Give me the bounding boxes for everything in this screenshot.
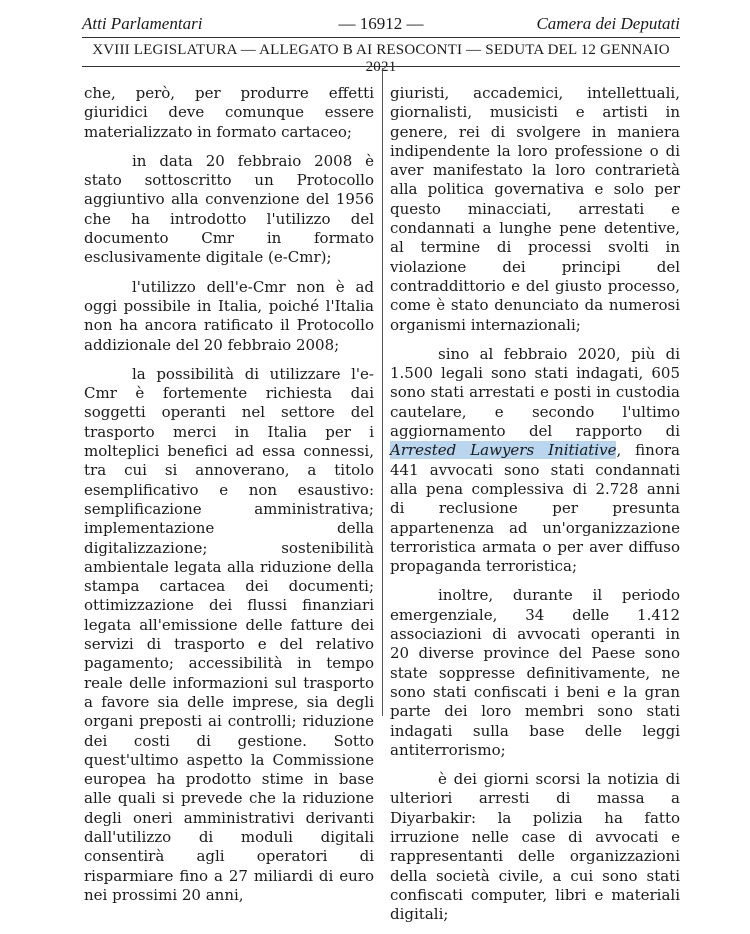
- right-column: [390, 84, 680, 934]
- paragraph: inoltre, durante il periodo emergenziale, 34 delle 1.412 associazioni di avvocati operanti in 20 diverse province del Paese sono state soppresse definitivamente, ne sono stati confiscati i beni e la gran parte dei loro membri sono stati indagati sulla base delle leggi antiterrorismo;: [390, 586, 680, 759]
- subheader-rule: [82, 66, 680, 67]
- header-left: Atti Parlamentari: [82, 14, 203, 33]
- text-run: sino al febbraio 2020, più di 1.500 legali sono stati indagati, 605 sono stati arrestati e posti in custodia cautelare, e secondo l'ultimo aggiornamento del rapporto di: [390, 344, 680, 441]
- paragraph: la possibilità di utilizzare l'e-Cmr è fortemente richiesta dai soggetti operanti nel settore del trasporto merci in Italia per i molteplici benefici ad essa connessi, tra cui si annoverano, a titolo esemplificativo e non esaustivo: semplificazione amministrativa; implementazione della digitalizzazione; sostenibilità ambientale legata alla riduzione della stampa cartacea dei documenti; ottimizzazione dei flussi finanziari legata all'emissione delle fatture dei servizi di trasporto e del relativo pagamento; accessibilità in tempo reale delle informazioni sul trasporto a favore sia delle imprese, sia degli organi preposti ai controlli; riduzione dei costi di gestione. Sotto quest'ultimo aspetto la Commissione europea ha prodotto stime in base alle quali si prevede che la riduzione degli oneri amministrativi derivanti dall'utilizzo di moduli digitali consentirà agli operatori di risparmiare fino a 27 miliardi di euro nei prossimi 20 anni,: [84, 364, 374, 904]
- column-divider: [382, 68, 383, 716]
- page-number: — 16912 —: [338, 14, 424, 33]
- paragraph: l'utilizzo dell'e-Cmr non è ad oggi possibile in Italia, poiché l'Italia non ha ancora ratificato il Protocollo addizionale del 20 febbraio 2008;: [84, 277, 374, 354]
- left-column: [84, 84, 374, 915]
- paragraph: è dei giorni scorsi la notizia di ulteriori arresti di massa a Diyarbakir: la polizia ha fatto irruzione nelle case di avvocati e rappresentanti delle organizzazioni della società civile, a cui sono stati confiscati computer, libri e materiali digitali;: [390, 770, 680, 924]
- text-run: , finora 441 avvocati sono stati condannati alla pena complessiva di 2.728 anni di reclusione per presunta appartenenza ad un'organizzazione terroristica armata o per aver diffuso propaganda terroristica;: [390, 441, 680, 576]
- page-header: [82, 14, 680, 36]
- header-right: Camera dei Deputati: [536, 14, 680, 33]
- paragraph: [390, 345, 680, 577]
- header-subtitle: XVIII LEGISLATURA — ALLEGATO B AI RESOCONTI — SEDUTA DEL 12 GENNAIO 2021: [92, 42, 670, 75]
- header-rule: [82, 37, 680, 38]
- paragraph: giuristi, accademici, intellettuali, giornalisti, musicisti e artisti in genere, rei di svolgere in maniera indipendente la loro professione o di aver manifestato la loro contrarietà alla politica governativa e solo per questo minacciati, arrestati e condannati a lunghe pene detentive, al termine di processi svolti in violazione dei principi del contraddittorio e del giusto processo, come è stato denunciato da numerosi organismi internazionali;: [390, 84, 680, 334]
- paragraph: che, però, per produrre effetti giuridici deve comunque essere materializzato in formato cartaceo;: [84, 84, 374, 141]
- highlighted-selection[interactable]: Arrested Lawyers Initiative: [390, 441, 617, 460]
- paragraph: in data 20 febbraio 2008 è stato sottoscritto un Protocollo aggiuntivo alla convenzione del 1956 che ha introdotto l'utilizzo del documento Cmr in formato esclusivamente digitale (e-Cmr);: [84, 151, 374, 267]
